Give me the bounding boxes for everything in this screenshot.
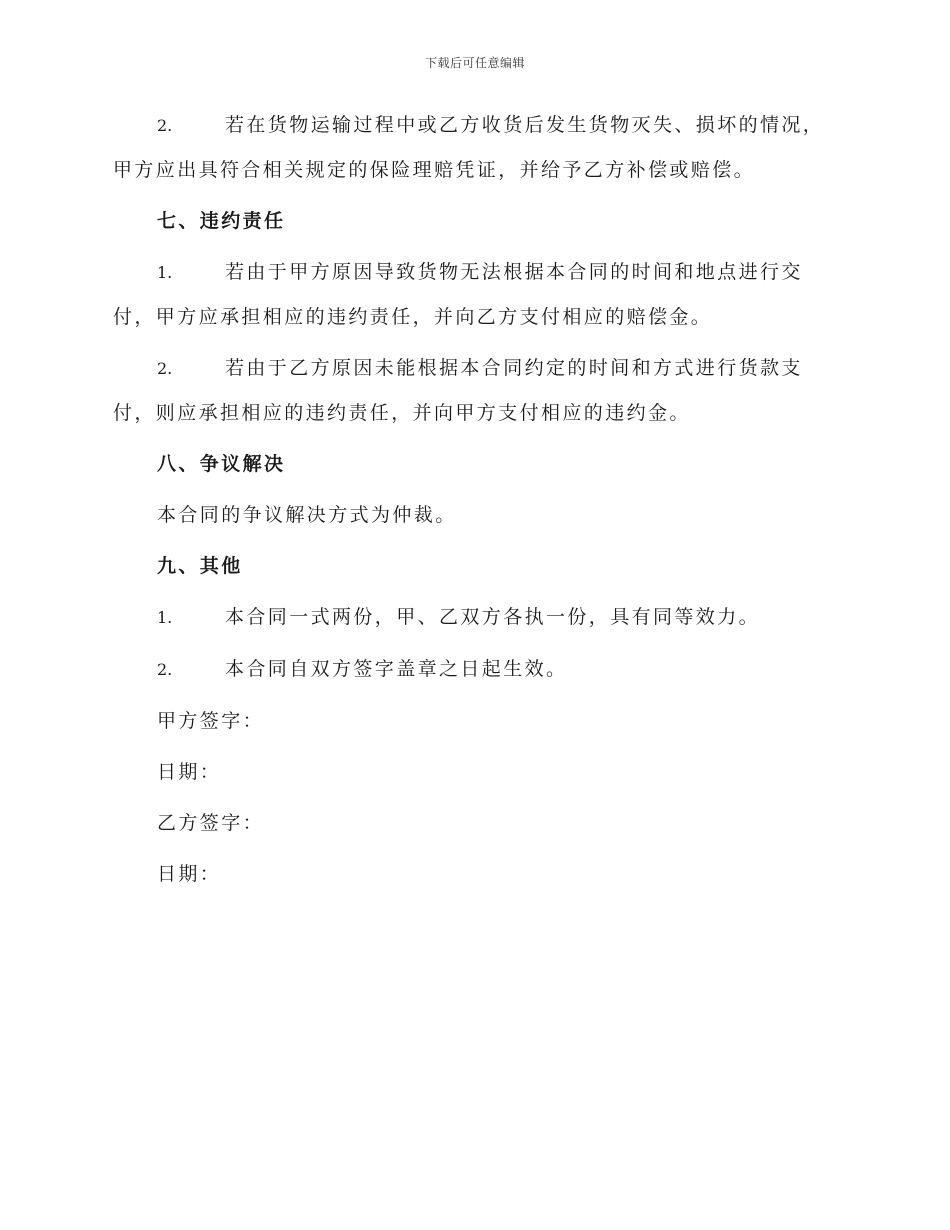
clause-text: 若在货物运输过程中或乙方收货后发生货物灭失、损坏的情况，甲方应出具符合相关规定的保险理赔凭证，并给予乙方补偿或赔偿。 (113, 114, 825, 181)
clause-number: 2. (157, 116, 173, 135)
party-a-signature-label: 甲方签字： (157, 710, 265, 732)
clause-text: 若由于乙方原因未能根据本合同约定的时间和方式进行货款支付，则应承担相应的违约责任，并向甲方支付相应的违约金。 (113, 357, 803, 424)
section-heading-7: 七、违约责任 (157, 210, 286, 232)
clause-text: 若由于甲方原因导致货物无法根据本合同的时间和地点进行交付，甲方应承担相应的违约责任，并向乙方支付相应的赔偿金。 (113, 261, 803, 328)
clause-number: 1. (157, 608, 173, 627)
section-heading-8: 八、争议解决 (157, 453, 286, 475)
clause-text: 本合同自双方签字盖章之日起生效。 (225, 658, 568, 680)
clause-8-text: 本合同的争议解决方式为仲裁。 (157, 504, 457, 526)
header-note: 下载后可任意编辑 (424, 56, 525, 70)
section-heading-9: 九、其他 (157, 555, 243, 577)
clause-number: 2. (157, 660, 173, 679)
document-body (113, 103, 833, 903)
clause-text: 本合同一式两份，甲、乙双方各执一份，具有同等效力。 (225, 606, 761, 628)
clause-number: 2. (157, 359, 173, 378)
clause-9-1 (113, 595, 833, 640)
party-b-date-label: 日期： (157, 863, 222, 885)
party-b-signature-label: 乙方签字： (157, 812, 265, 834)
clause-9-2 (113, 647, 833, 692)
clause-6-2 (113, 103, 833, 192)
clause-number: 1. (157, 263, 173, 282)
party-a-date-label: 日期： (157, 761, 222, 783)
clause-7-2 (113, 346, 833, 435)
clause-7-1 (113, 250, 833, 339)
